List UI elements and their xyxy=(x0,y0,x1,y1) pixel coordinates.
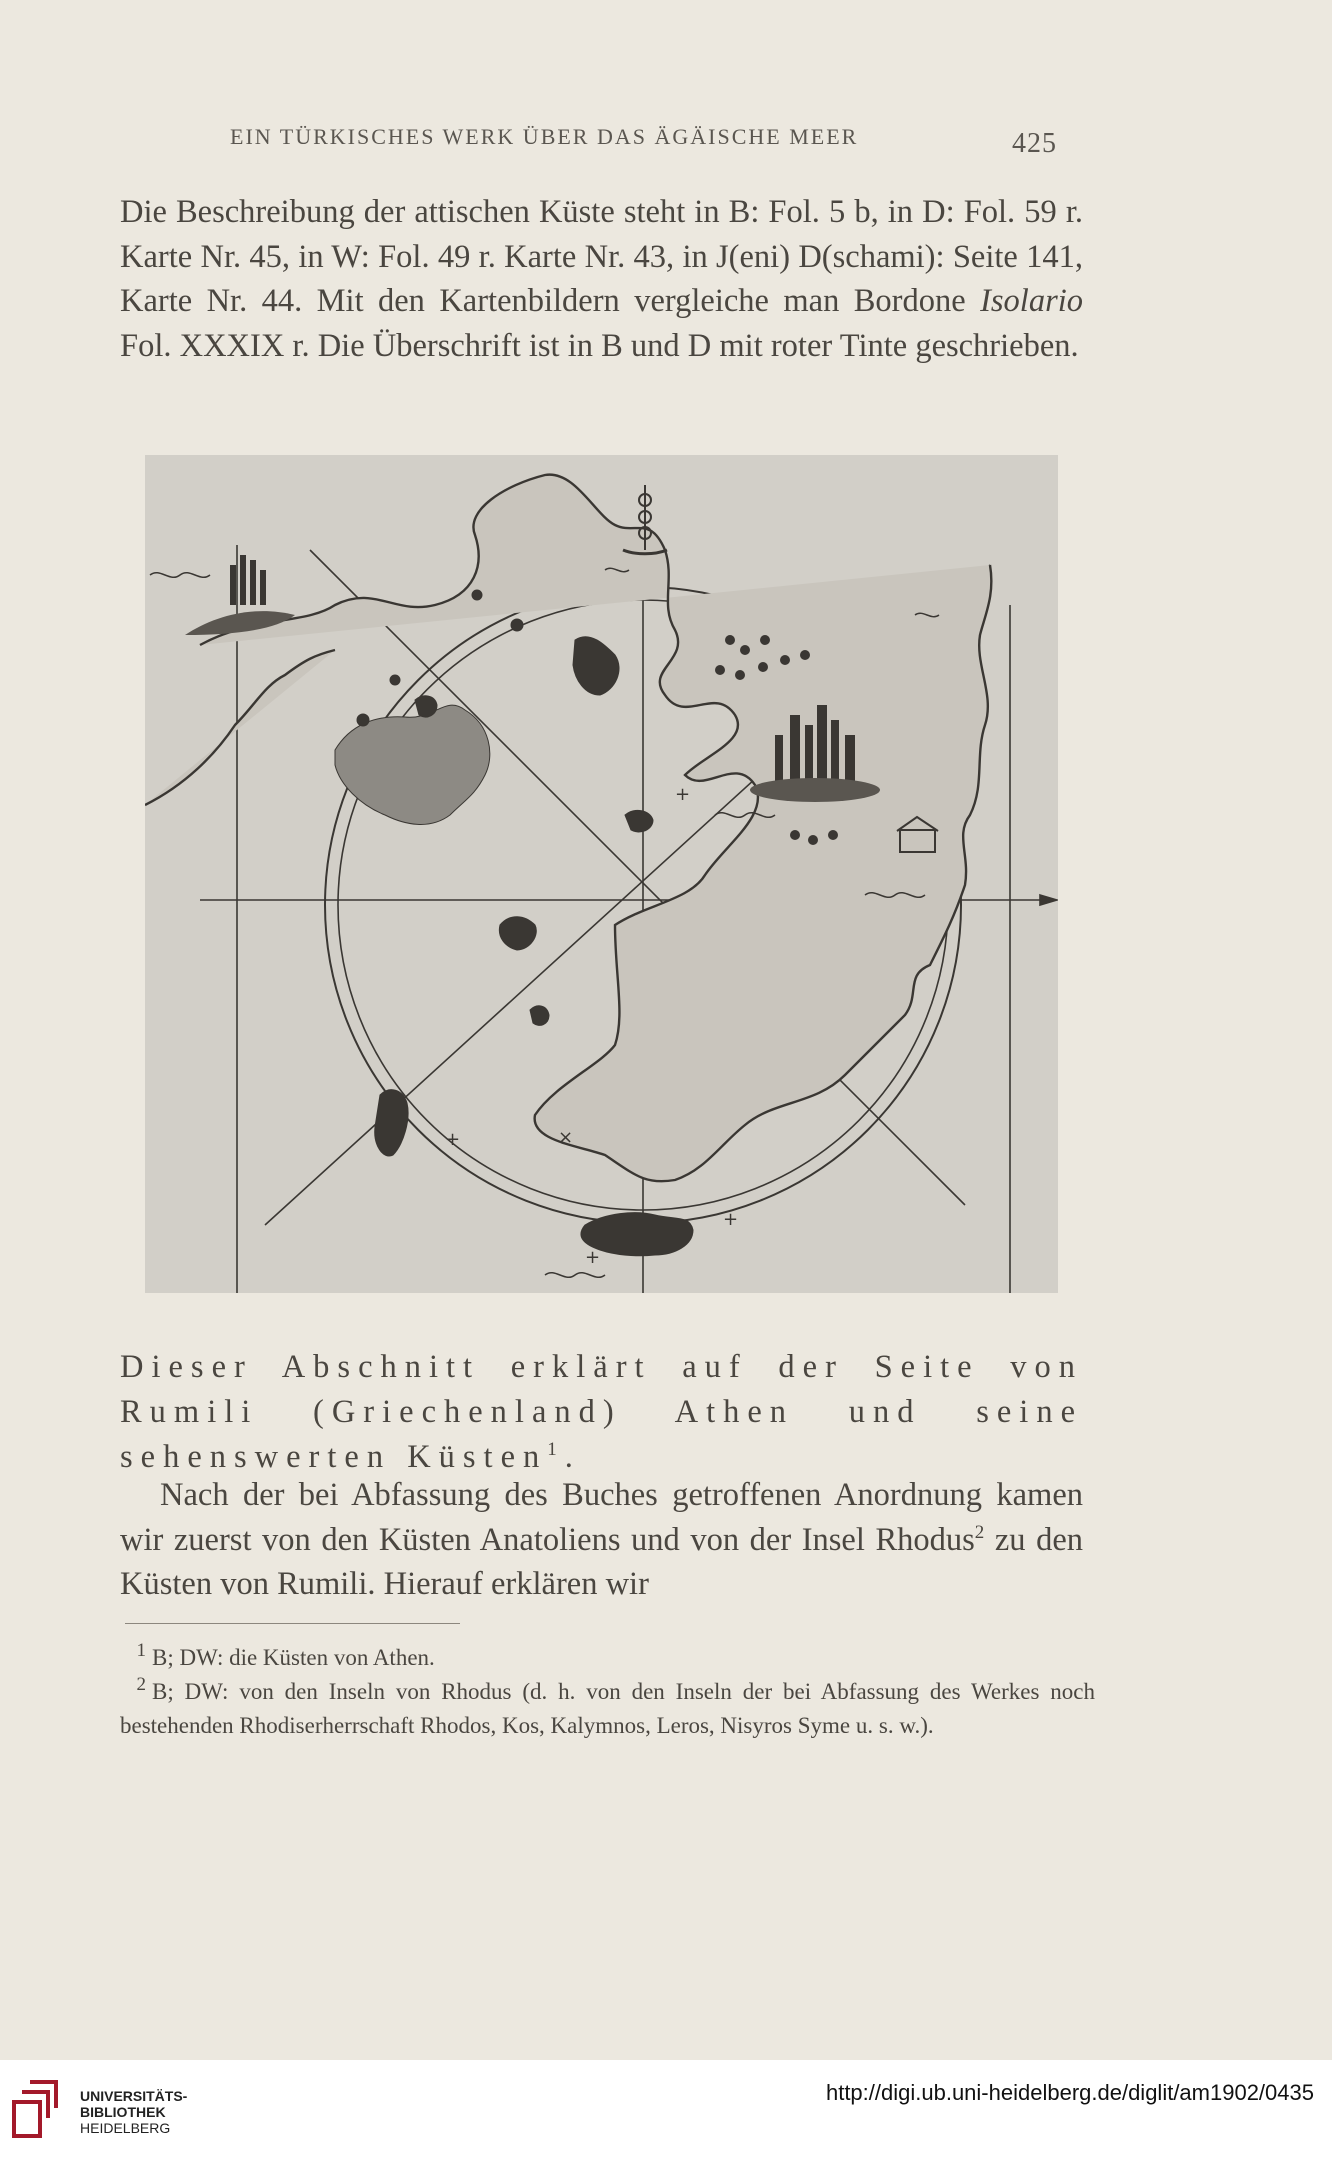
source-url-link[interactable]: http://digi.ub.uni-heidelberg.de/diglit/am1902/0435 xyxy=(825,2080,1314,2105)
footnote-2: $^2$ B; DW: von den Inseln von Rhodus (d. h. von den Inseln der bei Abfassung des Werkes noch bestehenden Rhodiserherrschaft Rhodos, Kos, Kalymnos, Leros, Nisyros Syme u. s. w.). xyxy=(120,1674,1095,1738)
paragraph-section-heading xyxy=(120,1345,1083,1480)
map-plus-mark-1: + xyxy=(445,1129,461,1150)
footnote-1: $^1$ B; DW: die Küsten von Athen. xyxy=(136,1640,435,1670)
institution-name xyxy=(80,2088,187,2136)
map-plus-mark-3: + xyxy=(585,1247,601,1268)
paragraph-intro xyxy=(120,190,1083,368)
running-title: EIN TÜRKISCHES WERK ÜBER DAS ÄGÄISCHE MEER xyxy=(230,124,859,149)
footnote-divider xyxy=(125,1623,460,1624)
islet-3 xyxy=(511,619,523,631)
page-number: 425 xyxy=(1012,128,1057,159)
islet-4 xyxy=(472,590,482,600)
footnote-1-text: B; DW: die Küsten von Athen. xyxy=(152,1645,435,1670)
footnote-ref-2[interactable]: 2 xyxy=(974,1521,985,1543)
attica-coast-map xyxy=(145,455,1058,1293)
section-heading-end: . xyxy=(564,1439,581,1475)
institution-line-1: UNIVERSITÄTS- xyxy=(80,2088,188,2104)
footnote-2-text: B; DW: von den Inseln von Rhodus (d. h. von den Inseln der bei Abfassung des Werkes noch bestehenden Rhodiserherrschaft Rhodos, Kos, Kalymnos, Leros, Nisyros Syme u. s. w.). xyxy=(120,1679,1095,1738)
paragraph-body-text-2: zu den Küsten von Rumili. Hierauf erklären wir xyxy=(120,1521,1083,1602)
map-illustration xyxy=(145,455,1058,1293)
paragraph-intro-text-2: Fol. XXXIX r. Die Überschrift ist in B und D mit roter Tinte geschrieben. xyxy=(120,327,1079,364)
university-library-logo-icon[interactable] xyxy=(12,2078,72,2140)
paragraph-body-text-1: Nach der bei Abfassung des Buches getroffenen Anordnung kamen wir zuerst von den Küsten Anatoliens und von der Insel Rhodus xyxy=(120,1477,1083,1558)
map-plus-mark-2: + xyxy=(723,1209,739,1230)
institution-line-3: HEIDELBERG xyxy=(80,2120,171,2136)
islet-1 xyxy=(357,714,369,726)
map-plus-mark-4: + xyxy=(675,784,691,805)
isolario-title: Isolario xyxy=(980,283,1083,319)
paragraph-body xyxy=(120,1473,1083,1607)
map-cross-mark-1: × xyxy=(558,1127,574,1148)
footnote-ref-1[interactable]: 1 xyxy=(547,1439,565,1461)
island-dark-5 xyxy=(415,696,437,717)
institution-line-2: BIBLIOTHEK xyxy=(80,2104,166,2120)
section-heading-text: Dieser Abschnitt erklärt auf der Seite von Rumili (Griechenland) Athen und seine sehenswerten Küsten xyxy=(120,1349,1083,1475)
digitization-footer xyxy=(0,2060,1332,2159)
islet-2 xyxy=(390,675,400,685)
island-dark-7 xyxy=(530,1006,549,1026)
paragraph-intro-text-1: Die Beschreibung der attischen Küste steht in B: Fol. 5 b, in D: Fol. 59 r. Karte Nr. 45, in W: Fol. 49 r. Karte Nr. 43, in J(eni) D(schami): Seite 141, Karte Nr. 44. Mit den Kartenbildern vergleiche man Bordone xyxy=(120,194,1083,319)
